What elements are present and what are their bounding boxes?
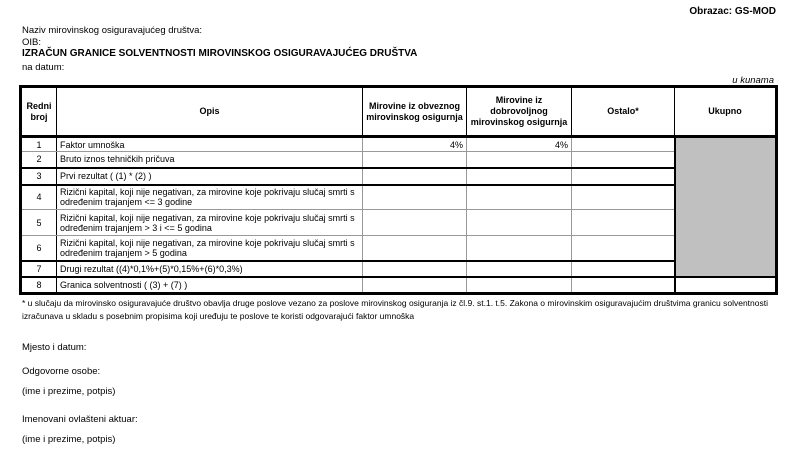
cell-c3[interactable] xyxy=(572,236,675,261)
cell-c3[interactable] xyxy=(572,168,675,185)
table-row xyxy=(21,168,777,185)
cell-c3[interactable] xyxy=(572,152,675,168)
cell-desc: Prvi rezultat ( (1) * (2) ) xyxy=(57,168,363,185)
cell-c1[interactable] xyxy=(363,168,467,185)
cell-no: 1 xyxy=(21,137,57,152)
cell-c1[interactable] xyxy=(363,152,467,168)
responsible-persons-label: Odgovorne osobe: xyxy=(22,366,101,377)
cell-c1[interactable] xyxy=(363,277,467,294)
cell-c3[interactable] xyxy=(572,261,675,277)
cell-c2[interactable]: 4% xyxy=(467,137,572,152)
cell-no: 3 xyxy=(21,168,57,185)
table-row xyxy=(21,185,777,210)
cell-no: 8 xyxy=(21,277,57,294)
currency-unit: u kunama xyxy=(732,75,774,86)
form-code: Obrazac: GS-MOD xyxy=(689,6,776,17)
cell-desc: Granica solventnosti ( (3) + (7) ) xyxy=(57,277,363,294)
table-header xyxy=(21,87,777,137)
table-row xyxy=(21,210,777,236)
cell-c1[interactable] xyxy=(363,236,467,261)
cell-c2[interactable] xyxy=(467,277,572,294)
cell-desc: Bruto iznos tehničkih pričuva xyxy=(57,152,363,168)
actuary-label: Imenovani ovlašteni aktuar: xyxy=(22,414,138,425)
cell-desc: Faktor umnoška xyxy=(57,137,363,152)
cell-desc: Rizični kapital, koji nije negativan, za mirovine koje pokrivaju slučaj smrti s određenim trajanjem > 3 i <= 5 godina xyxy=(57,210,363,236)
oib-label: OIB: xyxy=(22,37,42,48)
table-row xyxy=(21,137,777,152)
cell-c3[interactable] xyxy=(572,137,675,152)
actuary-signature-label: (ime i prezime, potpis) xyxy=(22,434,116,445)
cell-c2[interactable] xyxy=(467,185,572,210)
column-header: Ukupno xyxy=(675,87,777,137)
cell-no: 7 xyxy=(21,261,57,277)
table-row xyxy=(21,236,777,261)
cell-c2[interactable] xyxy=(467,210,572,236)
cell-c1[interactable] xyxy=(363,261,467,277)
cell-no: 6 xyxy=(21,236,57,261)
date-label: na datum: xyxy=(22,62,65,73)
company-name-label: Naziv mirovinskog osiguravajućeg društva: xyxy=(22,25,203,36)
cell-total[interactable] xyxy=(675,277,777,294)
column-header: Mirovine iz obveznog mirovinskog osigurnja xyxy=(363,87,467,137)
cell-c2[interactable] xyxy=(467,152,572,168)
cell-c3[interactable] xyxy=(572,277,675,294)
cell-c1[interactable] xyxy=(363,210,467,236)
cell-no: 4 xyxy=(21,185,57,210)
place-date-label: Mjesto i datum: xyxy=(22,342,87,353)
table-row xyxy=(21,152,777,168)
responsible-signature-label: (ime i prezime, potpis) xyxy=(22,386,116,397)
cell-c3[interactable] xyxy=(572,185,675,210)
cell-c1[interactable]: 4% xyxy=(363,137,467,152)
cell-c2[interactable] xyxy=(467,236,572,261)
cell-c3[interactable] xyxy=(572,210,675,236)
column-header: Redni broj xyxy=(21,87,57,137)
table-row xyxy=(21,277,777,294)
footnote: * u slučaju da mirovinsko osiguravajuće društvo obavlja druge poslove vezano za poslove mirovinskog osiguranja iz čl.9. st.1. t.5. Zakona o mirovinskim osiguravajućim društvima granicu solventnosti izračunava u skladu s posebnim propisima koji uređuju te poslove te koristi odgovarajući faktor umnoška xyxy=(22,298,768,321)
page-title: IZRAČUN GRANICE SOLVENTNOSTI MIROVINSKOG OSIGURAVAJUĆEG DRUŠTVA xyxy=(22,48,418,59)
cell-c2[interactable] xyxy=(467,261,572,277)
cell-desc: Drugi rezultat ((4)*0,1%+(5)*0,15%+(6)*0,3%) xyxy=(57,261,363,277)
table-row xyxy=(21,261,777,277)
solvency-table xyxy=(19,85,778,295)
column-header: Mirovine iz dobrovoljnog mirovinskog osigurnja xyxy=(467,87,572,137)
column-header: Ostalo* xyxy=(572,87,675,137)
cell-c2[interactable] xyxy=(467,168,572,185)
cell-total-disabled xyxy=(675,137,777,277)
cell-no: 5 xyxy=(21,210,57,236)
cell-desc: Rizični kapital, koji nije negativan, za mirovine koje pokrivaju slučaj smrti s određenim trajanjem > 5 godina xyxy=(57,236,363,261)
cell-c1[interactable] xyxy=(363,185,467,210)
cell-desc: Rizični kapital, koji nije negativan, za mirovine koje pokrivaju slučaj smrti s određenim trajanjem <= 3 godine xyxy=(57,185,363,210)
column-header: Opis xyxy=(57,87,363,137)
cell-no: 2 xyxy=(21,152,57,168)
